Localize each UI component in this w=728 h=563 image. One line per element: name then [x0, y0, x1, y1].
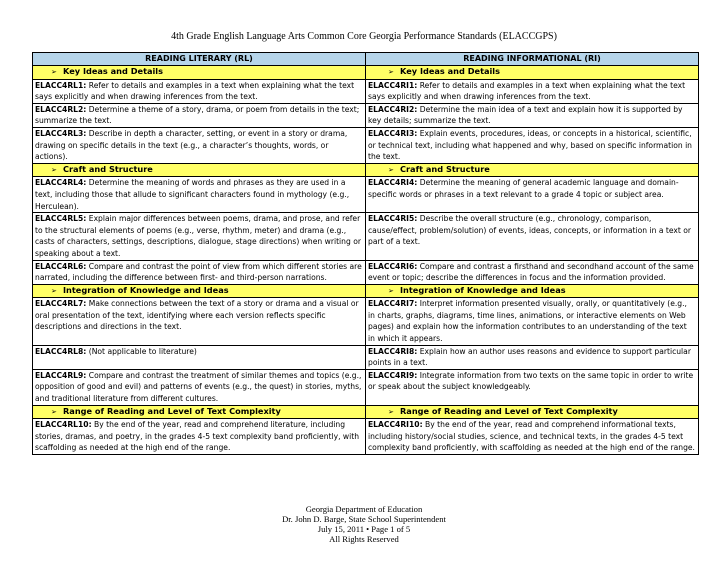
footer-superintendent: Dr. John D. Barge, State School Superintendent — [282, 514, 446, 524]
standard-text: Refer to details and examples in a text when explaining what the text says explicitly and when drawing inferences from the text. — [35, 80, 355, 102]
standard-code: ELACC4RL9: — [35, 370, 87, 380]
standard-cell-literary — [33, 419, 366, 455]
section-heading-row — [33, 284, 699, 298]
section-heading-right — [366, 66, 699, 80]
standard-cell-literary — [33, 177, 366, 213]
standard-text: Determine the meaning of words and phrases as they are used in a text, including those that allude to significant characters found in mythology (e.g., Herculean). — [35, 178, 350, 211]
section-heading-left — [33, 284, 366, 298]
standard-text: Make connections between the text of a story or drama and a visual or oral presentation of the text, identifying where each version reflects specific descriptions and directions in the text. — [35, 299, 359, 332]
standard-code: ELACC4RL1: — [35, 80, 87, 90]
standard-text: Determine the main idea of a text and explain how it is supported by key details; summarize the text. — [368, 104, 683, 126]
standard-code: ELACC4RI5: — [368, 214, 418, 224]
section-heading-left — [33, 163, 366, 177]
standard-text: Explain major differences between poems, drama, and prose, and refer to the structural elements of poems (e.g., verse, rhythm, meter) and drama (e.g., casts of characters, settings, descriptions, dialogue, stage directions) when writing or speaking about a text. — [35, 214, 361, 258]
standard-text: Describe the overall structure (e.g., chronology, comparison, cause/effect, problem/solution) of events, ideas, concepts, or information in a text or part of a text. — [368, 214, 692, 247]
standards-table — [32, 52, 699, 455]
standard-code: ELACC4RL3: — [35, 128, 87, 138]
table-row — [33, 369, 699, 405]
standard-text: Refer to details and examples in a text when explaining what the text says explicitly and when drawing inferences from the text. — [368, 80, 686, 102]
page-title: 4th Grade English Language Arts Common Core Georgia Performance Standards (ELACCGPS) — [171, 31, 557, 42]
standard-cell-literary — [33, 127, 366, 163]
standard-text: Describe in depth a character, setting, or event in a story or drama, drawing on specific details in the text (e.g., a character’s thoughts, words, or actions). — [35, 128, 348, 162]
section-heading-label: Integration of Knowledge and Ideas — [400, 284, 566, 295]
standard-cell-informational — [366, 127, 699, 163]
footer-department: Georgia Department of Education — [305, 504, 423, 514]
standard-cell-literary — [33, 260, 366, 284]
arrow-bullet-icon: ➢ — [388, 407, 394, 416]
standard-text: Compare and contrast the point of view from which different stories are narrated, including the difference between first- and third-person narrations. — [35, 261, 362, 283]
standard-code: ELACC4RI7: — [368, 299, 418, 309]
table-row — [33, 79, 699, 103]
standard-cell-literary — [33, 213, 366, 260]
section-heading-row — [33, 405, 699, 419]
section-heading-label: Range of Reading and Level of Text Complexity — [400, 405, 618, 416]
standard-cell-informational — [366, 79, 699, 103]
section-heading-right — [366, 163, 699, 177]
standard-text: By the end of the year, read and comprehend literature, including stories, dramas, and poetry, in the grades 4-5 text complexity band proficiently, with scaffolding as needed at the high end of the range. — [35, 420, 360, 453]
standard-text: Explain how an author uses reasons and evidence to support particular points in a text. — [368, 346, 691, 368]
table-row — [33, 419, 699, 455]
footer — [0, 504, 728, 544]
section-heading-right — [366, 405, 699, 419]
section-heading-label: Key Ideas and Details — [63, 66, 163, 76]
standard-cell-literary — [33, 345, 366, 369]
footer-date-page: July 15, 2011 • Page 1 of 5 — [317, 524, 411, 534]
arrow-bullet-icon: ➢ — [51, 407, 57, 416]
standard-code: ELACC4RL10: — [35, 420, 92, 430]
section-heading-label: Range of Reading and Level of Text Complexity — [63, 405, 281, 416]
column-header-informational: READING INFORMATIONAL (RI) — [366, 53, 699, 66]
arrow-bullet-icon: ➢ — [51, 286, 57, 295]
section-heading-right — [366, 284, 699, 298]
table-row — [33, 103, 699, 127]
section-heading-left — [33, 405, 366, 419]
section-heading-label: Integration of Knowledge and Ideas — [63, 284, 229, 295]
standard-cell-informational — [366, 369, 699, 405]
standard-code: ELACC4RI10: — [368, 420, 423, 430]
section-heading-label: Key Ideas and Details — [400, 66, 500, 76]
standard-cell-informational — [366, 177, 699, 213]
arrow-bullet-icon: ➢ — [388, 286, 394, 295]
table-row — [33, 213, 699, 260]
standard-code: ELACC4RI9: — [368, 370, 418, 380]
standard-text: Determine a theme of a story, drama, or poem from details in the text; summarize the text. — [35, 104, 360, 126]
standard-code: ELACC4RI6: — [368, 261, 418, 271]
section-heading-row — [33, 163, 699, 177]
section-heading-label: Craft and Structure — [63, 163, 153, 174]
standard-text: Determine the meaning of general academic language and domain-specific words or phrases in a text relevant to a grade 4 topic or subject area. — [368, 178, 679, 199]
standard-cell-literary — [33, 103, 366, 127]
footer-rights: All Rights Reserved — [329, 534, 399, 544]
standard-text: By the end of the year, read and comprehend informational texts, including history/social studies, science, and technical texts, in the grades 4-5 text complexity band proficiently, with scaffolding as needed at the high end of the range. — [368, 420, 695, 453]
table-row — [33, 177, 699, 213]
standard-text: Compare and contrast a firsthand and secondhand account of the same event or topic; describe the differences in focus and the information provided. — [368, 261, 694, 283]
standard-code: ELACC4RL6: — [35, 261, 87, 271]
arrow-bullet-icon: ➢ — [51, 165, 57, 174]
table-row — [33, 260, 699, 284]
standard-code: ELACC4RI4: — [368, 178, 418, 188]
standard-code: ELACC4RI3: — [368, 128, 418, 138]
standard-code: ELACC4RL7: — [35, 299, 87, 309]
arrow-bullet-icon: ➢ — [388, 68, 394, 76]
table-row — [33, 127, 699, 163]
standard-text: (Not applicable to literature) — [88, 346, 197, 356]
standard-cell-informational — [366, 103, 699, 127]
standard-text: Compare and contrast the treatment of similar themes and topics (e.g., opposition of good and evil) and patterns of events (e.g., the quest) in stories, myths, and traditional literature from different cultures. — [35, 370, 362, 404]
standard-text: Explain events, procedures, ideas, or concepts in a historical, scientific, or technical text, including what happened and why, based on specific information in the text. — [368, 128, 692, 162]
standard-cell-informational — [366, 419, 699, 455]
standard-cell-literary — [33, 298, 366, 345]
standard-code: ELACC4RI1: — [368, 80, 418, 90]
standard-code: ELACC4RL2: — [35, 104, 87, 114]
standard-code: ELACC4RL8: — [35, 346, 87, 356]
arrow-bullet-icon: ➢ — [51, 68, 57, 76]
standard-cell-informational — [366, 345, 699, 369]
standard-cell-informational — [366, 213, 699, 260]
arrow-bullet-icon: ➢ — [388, 165, 394, 174]
standard-code: ELACC4RI8: — [368, 346, 418, 356]
standard-code: ELACC4RL5: — [35, 214, 87, 224]
table-row — [33, 345, 699, 369]
column-header-literary: READING LITERARY (RL) — [33, 53, 366, 66]
standard-text: Interpret information presented visually, orally, or quantitatively (e.g., in charts, graphs, diagrams, time lines, animations, or interactive elements on Web pages) and explain how the information contributes to an understanding of the text in which it appears. — [368, 299, 687, 344]
standard-cell-literary — [33, 79, 366, 103]
section-heading-left — [33, 66, 366, 80]
standard-code: ELACC4RL4: — [35, 178, 87, 188]
standard-cell-informational — [366, 298, 699, 345]
section-heading-label: Craft and Structure — [400, 163, 490, 174]
table-row — [33, 298, 699, 345]
section-heading-row — [33, 66, 699, 80]
standard-code: ELACC4RI2: — [368, 104, 418, 114]
column-header-row — [33, 53, 699, 66]
standard-cell-literary — [33, 369, 366, 405]
standard-cell-informational — [366, 260, 699, 284]
standard-text: Integrate information from two texts on the same topic in order to write or speak about the subject knowledgeably. — [368, 370, 694, 392]
